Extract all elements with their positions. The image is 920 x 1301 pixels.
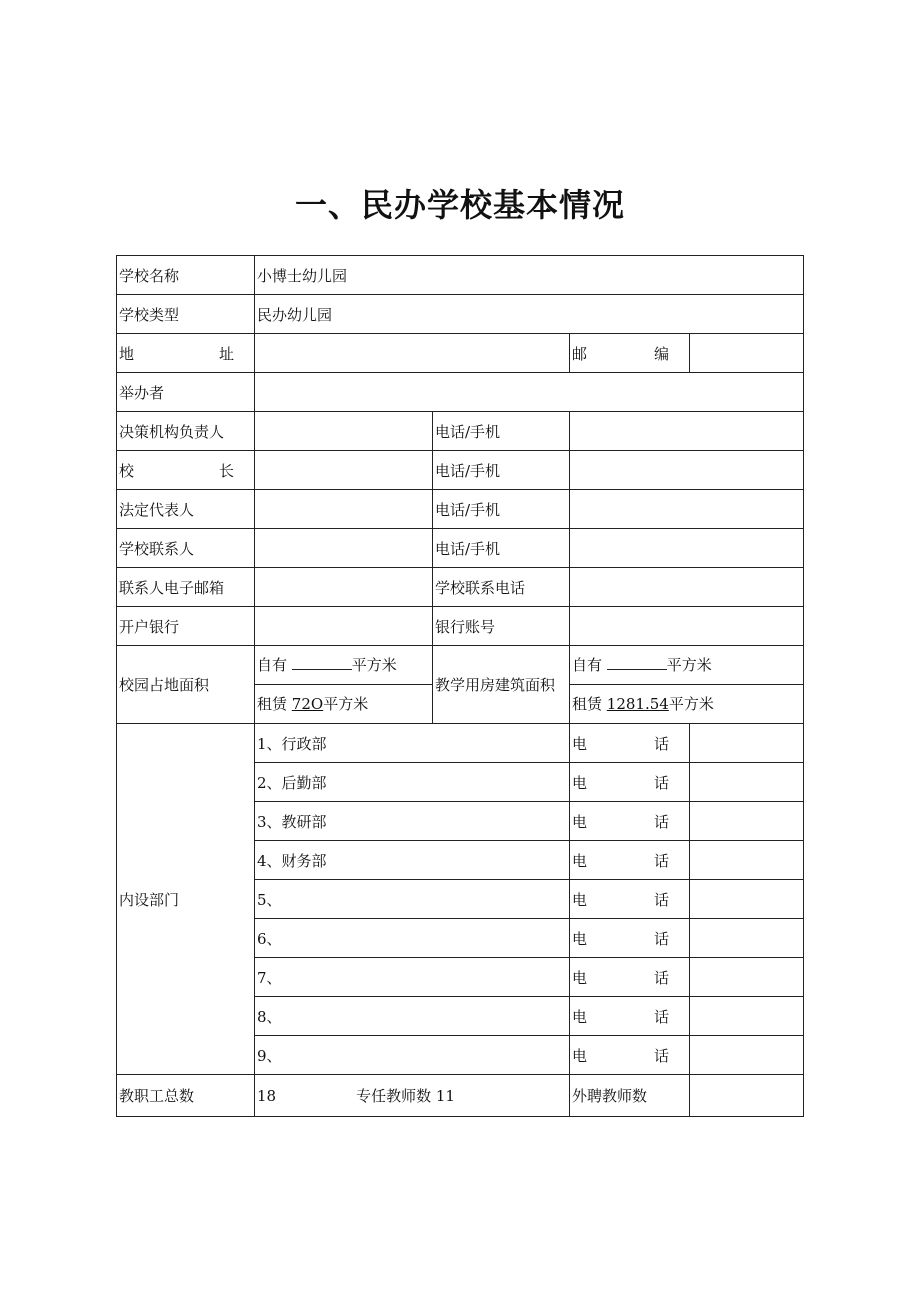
contact-phone-label: 电话/手机 [433,529,570,568]
row-legal-rep [117,490,804,529]
staff-total-value: 18 [257,1087,277,1105]
principal-value[interactable] [255,451,433,490]
school-name-value[interactable]: 小博士幼儿园 [255,256,804,295]
campus-rent: 租赁 72O平方米 [257,695,369,713]
campus-area-label: 校园占地面积 [117,646,255,724]
dept-name[interactable]: 4、财务部 [255,841,570,880]
dept-phone-value[interactable] [690,958,804,997]
dept-phone-value[interactable] [690,724,804,763]
address-value[interactable] [255,334,570,373]
row-contact [117,529,804,568]
row-bank [117,607,804,646]
dept-phone-label: 电 话 [570,763,690,802]
dept-name[interactable]: 9、 [255,1036,570,1075]
school-type-label: 学校类型 [117,295,255,334]
account-value[interactable] [570,607,804,646]
dept-phone-label: 电 话 [570,958,690,997]
campus-area-values [255,646,433,724]
dept-name[interactable]: 8、 [255,997,570,1036]
building-own: 自有 平方米 [570,646,803,685]
dept-phone-label: 电 话 [570,919,690,958]
contact-value[interactable] [255,529,433,568]
campus-own: 自有 平方米 [255,646,432,685]
page-title: 一、民办学校基本情况 [294,186,625,224]
dept-phone-value[interactable] [690,802,804,841]
dept-phone-label: 电 话 [570,724,690,763]
legal-rep-phone-label: 电话/手机 [433,490,570,529]
school-phone-value[interactable] [570,568,804,607]
fulltime-teacher-label: 专任教师数 [356,1087,432,1105]
dept-row [117,724,804,763]
email-label: 联系人电子邮箱 [117,568,255,607]
dept-phone-value[interactable] [690,763,804,802]
dept-name[interactable]: 1、行政部 [255,724,570,763]
postcode-label: 邮 编 [570,334,690,373]
staff-total-label: 教职工总数 [117,1075,255,1117]
building-area-values [570,646,804,724]
row-area [117,646,804,724]
decision-head-phone-value[interactable] [570,412,804,451]
dept-phone-value[interactable] [690,919,804,958]
row-email [117,568,804,607]
address-label: 地 址 [117,334,255,373]
sponsor-value[interactable] [255,373,804,412]
sponsor-label: 举办者 [117,373,255,412]
bank-value[interactable] [255,607,433,646]
dept-phone-label: 电 话 [570,841,690,880]
departments-label: 内设部门 [117,724,255,1075]
row-school-type [117,295,804,334]
principal-phone-value[interactable] [570,451,804,490]
principal-phone-label: 电话/手机 [433,451,570,490]
bank-label: 开户银行 [117,607,255,646]
legal-rep-value[interactable] [255,490,433,529]
row-school-name [117,256,804,295]
legal-rep-phone-value[interactable] [570,490,804,529]
fulltime-teacher-value: 11 [435,1087,455,1105]
decision-head-label: 决策机构负责人 [117,412,255,451]
dept-phone-value[interactable] [690,1036,804,1075]
legal-rep-label: 法定代表人 [117,490,255,529]
principal-label: 校 长 [117,451,255,490]
decision-head-value[interactable] [255,412,433,451]
dept-phone-label: 电 话 [570,997,690,1036]
row-sponsor [117,373,804,412]
row-decision-head [117,412,804,451]
postcode-value[interactable] [690,334,804,373]
dept-name[interactable]: 5、 [255,880,570,919]
building-rent: 租赁 1281.54平方米 [572,695,714,713]
school-info-table [116,255,804,1117]
row-staff [117,1075,804,1117]
school-name-label: 学校名称 [117,256,255,295]
row-principal [117,451,804,490]
dept-phone-value[interactable] [690,841,804,880]
school-type-value[interactable]: 民办幼儿园 [255,295,804,334]
dept-phone-value[interactable] [690,997,804,1036]
dept-phone-label: 电 话 [570,1036,690,1075]
contact-phone-value[interactable] [570,529,804,568]
email-value[interactable] [255,568,433,607]
dept-phone-value[interactable] [690,880,804,919]
staff-values[interactable] [255,1075,570,1117]
external-teacher-label: 外聘教师数 [570,1075,690,1117]
row-address [117,334,804,373]
decision-head-phone-label: 电话/手机 [433,412,570,451]
dept-name[interactable]: 7、 [255,958,570,997]
dept-phone-label: 电 话 [570,802,690,841]
dept-phone-label: 电 话 [570,880,690,919]
dept-name[interactable]: 6、 [255,919,570,958]
building-area-label: 教学用房建筑面积 [433,646,570,724]
account-label: 银行账号 [433,607,570,646]
contact-label: 学校联系人 [117,529,255,568]
dept-name[interactable]: 3、教研部 [255,802,570,841]
dept-name[interactable]: 2、后勤部 [255,763,570,802]
school-phone-label: 学校联系电话 [433,568,570,607]
external-teacher-value[interactable] [690,1075,804,1117]
